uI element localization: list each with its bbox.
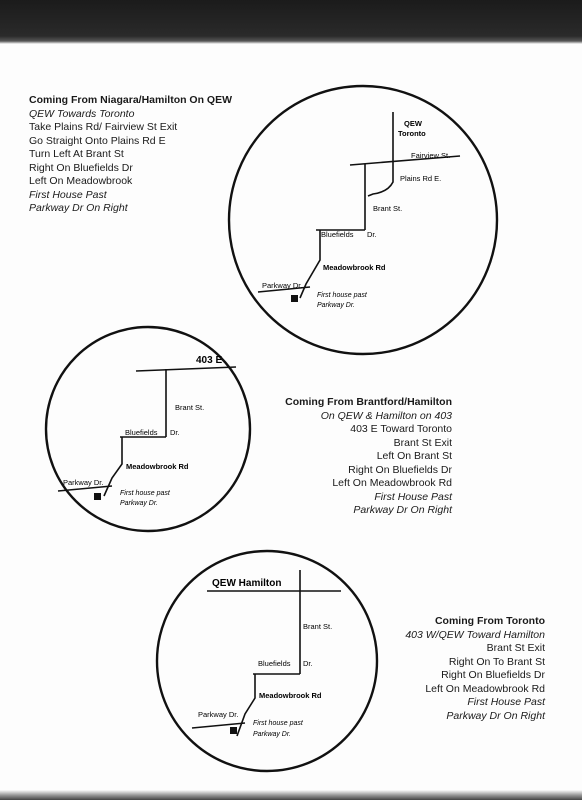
house-marker (230, 727, 237, 734)
brant-label: Brant St. (175, 403, 205, 412)
direction-line: Right On Bluefields Dr (29, 161, 133, 174)
house-marker (94, 493, 101, 500)
direction-line: Right On To Brant St (448, 655, 545, 668)
direction-line: Parkway Dr On Right (353, 504, 452, 516)
direction-line: First House Past (374, 490, 452, 503)
dr-label: Dr. (170, 428, 180, 437)
direction-line: Left On Meadowbrook Rd (425, 682, 545, 695)
plains-road (368, 162, 393, 196)
bluefields-label: Bluefields (321, 230, 354, 239)
direction-line: Brant St Exit (486, 642, 545, 654)
bluefields-label: Bluefields (258, 659, 291, 668)
direction-line: 403 W/QEW Toward Hamilton (405, 628, 545, 641)
direction-line: Left On Meadowbrook Rd (332, 477, 452, 489)
note-line2: Parkway Dr. (253, 731, 291, 738)
direction-line: QEW Towards Toronto (29, 107, 135, 120)
plains-label: Plains Rd E. (400, 174, 442, 183)
scan-top-shadow (0, 0, 582, 44)
parkway-label: Parkway Dr. (63, 478, 104, 487)
highway-label: QEW Hamilton (212, 578, 282, 589)
route3-title: Coming From Toronto (434, 615, 545, 627)
direction-line: Parkway Dr On Right (29, 202, 128, 214)
direction-line: First House Past (29, 188, 107, 201)
house-marker (291, 295, 298, 302)
route2-title: Coming From Brantford/Hamilton (285, 396, 452, 408)
parkway-label: Parkway Dr. (262, 281, 303, 290)
direction-line: Turn Left At Brant St (29, 148, 124, 160)
meadowbrook-label: Meadowbrook Rd (259, 691, 322, 700)
direction-line: Left On Meadowbrook (29, 175, 133, 187)
map-circle (229, 86, 497, 354)
parkway-road (192, 723, 245, 728)
dr-label: Dr. (367, 230, 377, 239)
meadowbrook-label: Meadowbrook Rd (323, 263, 386, 272)
note-line1: First house past (120, 490, 170, 497)
note-line1: First house past (253, 720, 303, 727)
fairview-label: Fairview St. (411, 151, 451, 160)
note-line1: First house past (317, 292, 367, 299)
route3-directions (325, 615, 545, 723)
highway-label-qew: QEW (404, 119, 422, 128)
direction-line: Brant St Exit (393, 436, 452, 449)
direction-line: Right On Bluefields Dr (441, 669, 545, 681)
route2-map (44, 322, 254, 536)
highway-label-toronto: Toronto (398, 129, 426, 138)
dr-label: Dr. (303, 659, 313, 668)
direction-line: Go Straight Onto Plains Rd E (29, 134, 166, 147)
bluefields-label: Bluefields (125, 428, 158, 437)
scan-bottom-shadow (0, 790, 582, 800)
direction-line: Take Plains Rd/ Fairview St Exit (29, 121, 178, 133)
parkway-label: Parkway Dr. (198, 710, 239, 719)
note-line2: Parkway Dr. (120, 500, 158, 507)
route1-title: Coming From Niagara/Hamilton On QEW (29, 94, 233, 106)
route1-directions (29, 94, 232, 216)
highway-label: 403 E (196, 355, 223, 366)
direction-line: First House Past (467, 696, 545, 708)
meadowbrook-label: Meadowbrook Rd (126, 462, 189, 471)
direction-line: Left On Brant St (376, 450, 452, 462)
brant-label: Brant St. (373, 204, 403, 213)
direction-line: 403 E Toward Toronto (350, 423, 452, 435)
direction-line: Parkway Dr On Right (446, 709, 545, 722)
highway-403-road (136, 367, 236, 371)
brant-label: Brant St. (303, 622, 333, 631)
direction-line: On QEW & Hamilton on 403 (320, 409, 452, 422)
route1-map (228, 82, 500, 358)
route2-directions (232, 396, 452, 518)
direction-line: Right On Bluefields Dr (348, 463, 452, 476)
note-line2: Parkway Dr. (317, 302, 355, 309)
